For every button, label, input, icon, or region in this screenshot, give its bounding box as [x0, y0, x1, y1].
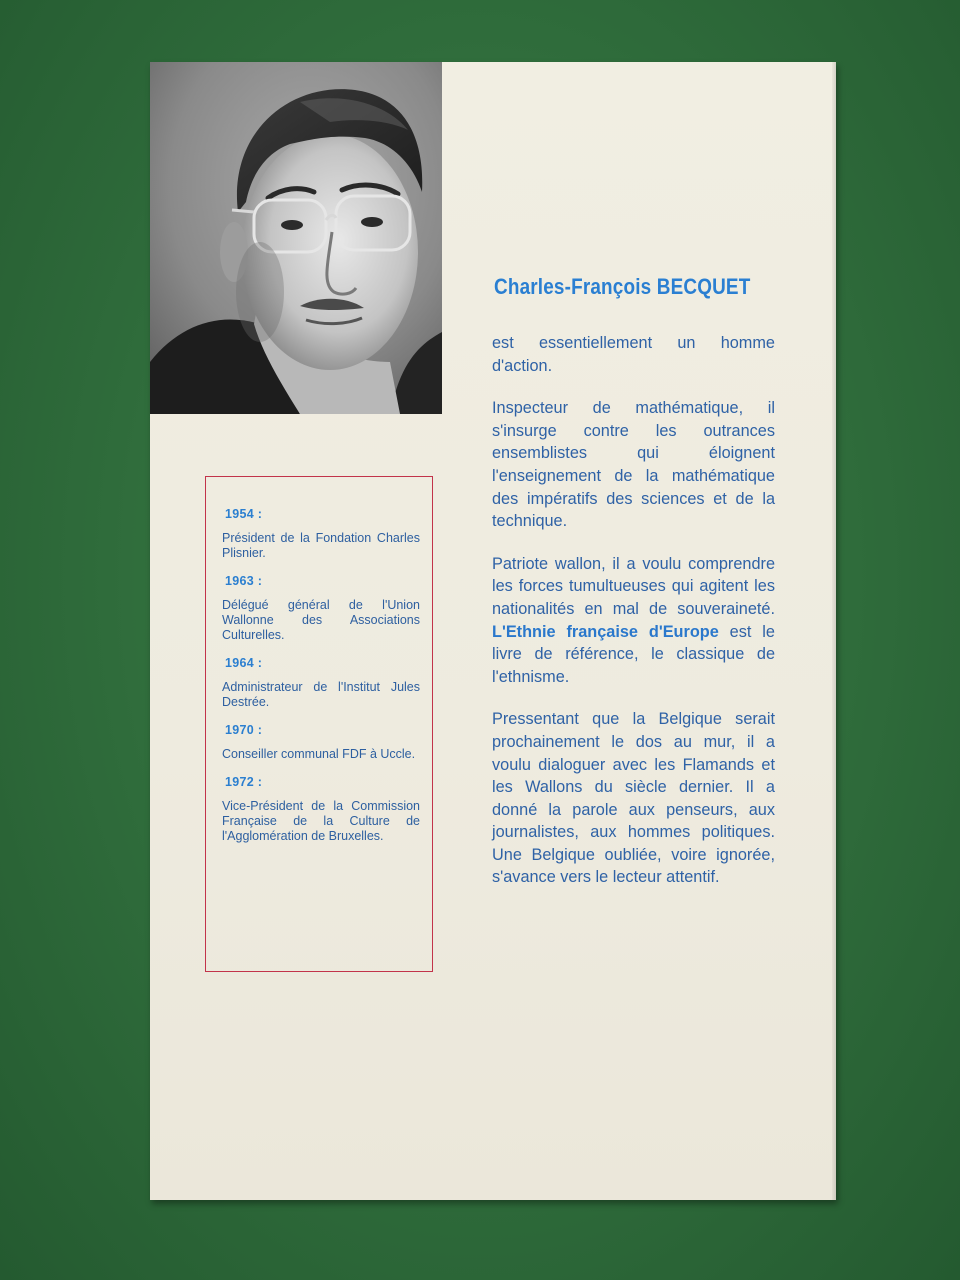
book-back-cover — [150, 62, 836, 1200]
timeline-year: 1963 : — [225, 574, 263, 588]
timeline-entry — [222, 507, 420, 561]
timeline-year: 1964 : — [225, 656, 263, 670]
timeline-description: Conseiller communal FDF à Uccle. — [222, 747, 416, 761]
bio-paragraph-3-text-b: est le livre de référence, le classique de l'ethnisme. — [492, 622, 775, 686]
timeline-entry — [222, 574, 420, 643]
author-name: Charles-François BECQUET — [494, 274, 751, 299]
timeline-entry — [222, 775, 420, 844]
author-biography — [492, 332, 775, 909]
timeline-year: 1972 : — [225, 775, 263, 789]
timeline-year: 1970 : — [225, 723, 263, 737]
timeline-year: 1954 : — [225, 507, 263, 521]
timeline-entry — [222, 656, 420, 710]
bio-paragraph-1: est essentiellement un homme d'action. — [492, 334, 775, 375]
timeline-description: Vice-Président de la Commission Française de la Culture de l'Agglomération de Bruxelles. — [222, 799, 420, 843]
timeline-description: Administrateur de l'Institut Jules Destrée. — [222, 680, 420, 709]
timeline-description: Président de la Fondation Charles Plisnier. — [222, 531, 420, 560]
bio-paragraph-4: Pressentant que la Belgique serait prochainement le dos au mur, il a voulu dialoguer avec les Flamands et les Wallons du siècle dernier. Il a donné la parole aux penseurs, aux journalistes, aux hommes politiques. Une Belgique oubliée, voire ignorée, s'avance vers le lecteur attentif. — [492, 710, 775, 887]
timeline-description: Délégué général de l'Union Wallonne des Associations Culturelles. — [222, 598, 420, 642]
author-portrait-photo — [150, 62, 442, 414]
career-timeline-box — [205, 476, 433, 972]
timeline-entry — [222, 723, 420, 762]
bio-paragraph-2: Inspecteur de mathématique, il s'insurge contre les outrances ensemblistes qui éloignent l'enseignement de la mathématique des impératifs des sciences et de la technique. — [492, 399, 775, 531]
bio-paragraph-3-text-a: Patriote wallon, il a voulu comprendre les forces tumultueuses qui agitent les nationalités en mal de souveraineté. — [492, 554, 775, 618]
bio-paragraph-3 — [492, 553, 775, 689]
book-title-ethnie: L'Ethnie française d'Europe — [492, 622, 719, 641]
